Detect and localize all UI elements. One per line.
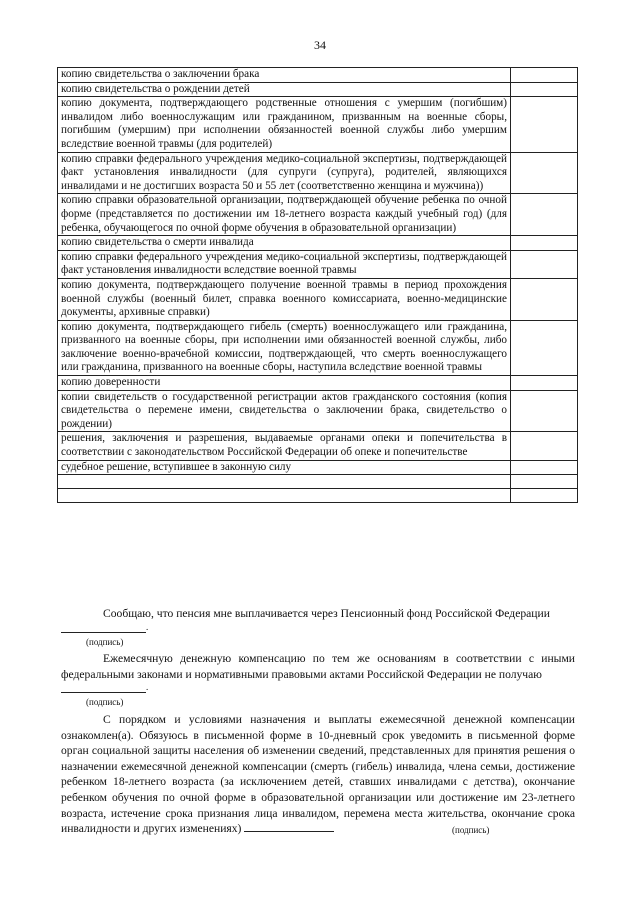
document-cell[interactable] xyxy=(58,489,511,503)
document-cell: копию документа, подтверждающего получение военной травмы в период прохождения военной службы (военный билет, справка военного комиссариата, военно-медицинские документы, архивные справки) xyxy=(58,278,511,320)
mark-cell[interactable] xyxy=(511,152,578,194)
conditions-statement xyxy=(61,712,575,837)
signature-label: (подпись) xyxy=(86,637,124,647)
pension-statement: Сообщаю, что пенсия мне выплачивается через Пенсионный фонд Российской Федерации xyxy=(103,607,550,620)
conditions-text: С порядком и условиями назначения и выплаты ежемесячной денежной компенсации ознакомлен(а). Обязуюсь в письменной форме в 10-дневный срок уведомить в письменной форме орган социальной защиты населения об изменении сведений, представленных для принятия решения о назначении ежемесячной денежной компенсации (смерть (гибель) инвалида, члена семьи, достижение ребенком 18-летнего возраста (за исключением детей, ставших инвалидами с детства), окончание ребенком обучения по очной форме в образовательной организации или достижение им 23-летнего возраста, истечение срока признания лица инвалидом, перемена места жительства, окончание срока инвалидности и других изменениях) xyxy=(61,713,575,836)
table-row xyxy=(58,475,578,489)
document-cell: копию документа, подтверждающего родственные отношения с умершим (погибшим) инвалидом либо военнослужащим или гражданином, призванным на военные сборы, погибшим (умершим) при исполнении обязанностей военной службы либо умершим вследствие военной травмы (для родителей) xyxy=(58,97,511,152)
mark-cell[interactable] xyxy=(511,278,578,320)
signature-dot: . xyxy=(146,622,149,632)
document-cell: копию доверенности xyxy=(58,376,511,391)
document-cell: копии свидетельств о государственной регистрации актов гражданского состояния (копия свидетельства о перемене имени, свидетельства о заключении брака, свидетельство о рождении) xyxy=(58,390,511,432)
mark-cell[interactable] xyxy=(511,194,578,236)
signature-label: (подпись) xyxy=(86,697,124,707)
signature-line-2[interactable] xyxy=(61,692,146,693)
mark-cell[interactable] xyxy=(511,97,578,152)
document-cell: копию свидетельства о рождении детей xyxy=(58,82,511,97)
signature-line-1[interactable] xyxy=(61,632,146,633)
signature-dot: . xyxy=(146,682,149,692)
table-row xyxy=(58,194,578,236)
table-row xyxy=(58,376,578,391)
document-cell: решения, заключения и разрешения, выдаваемые органами опеки и попечительства в соответствии с законодательством Российской Федерации об опеке и попечительстве xyxy=(58,432,511,460)
compensation-statement: Ежемесячную денежную компенсацию по тем же основаниям в соответствии с иными федеральными законами и нормативными правовыми актами Российской Федерации не получаю xyxy=(61,652,575,681)
document-cell: копию свидетельства о смерти инвалида xyxy=(58,236,511,251)
mark-cell[interactable] xyxy=(511,376,578,391)
table-row xyxy=(58,320,578,375)
signature-label: (подпись) xyxy=(452,825,490,835)
table-row xyxy=(58,460,578,475)
mark-cell[interactable] xyxy=(511,460,578,475)
document-cell: копию справки федерального учреждения медико-социальной экспертизы, подтверждающей факт установления инвалидности вследствие военной травмы xyxy=(58,250,511,278)
mark-cell[interactable] xyxy=(511,82,578,97)
signature-line-3[interactable] xyxy=(244,821,334,832)
table-row xyxy=(58,97,578,152)
document-cell: судебное решение, вступившее в законную силу xyxy=(58,460,511,475)
document-cell[interactable] xyxy=(58,475,511,489)
mark-cell[interactable] xyxy=(511,236,578,251)
table-row xyxy=(58,68,578,83)
document-cell: копию справки федерального учреждения медико-социальной экспертизы, подтверждающей факт установления инвалидности (для супруги (супруга), родителей, являющихся инвалидами и не достигших возраста 50 и 55 лет (соответственно женщина и мужчина)) xyxy=(58,152,511,194)
documents-table xyxy=(57,67,578,503)
table-row xyxy=(58,250,578,278)
table-row xyxy=(58,152,578,194)
table-row xyxy=(58,489,578,503)
mark-cell[interactable] xyxy=(511,68,578,83)
table-row xyxy=(58,236,578,251)
mark-cell[interactable] xyxy=(511,475,578,489)
mark-cell[interactable] xyxy=(511,432,578,460)
mark-cell[interactable] xyxy=(511,320,578,375)
document-cell: копию документа, подтверждающего гибель (смерть) военнослужащего или гражданина, призванного на военные сборы, при исполнении ими обязанностей военной службы, либо заключение военно-врачебной комиссии, подтверждающей, что смерть военнослужащего или гражданина, призванного на военные сборы, наступила вследствие военной травмы xyxy=(58,320,511,375)
page-number: 34 xyxy=(314,38,326,52)
document-cell: копию справки образовательной организации, подтверждающей обучение ребенка по очной форме (представляется по достижении им 18-летнего возраста каждый учебный год) (для ребенка, обучающегося по очной форме обучения в образовательной организации) xyxy=(58,194,511,236)
table-row xyxy=(58,390,578,432)
mark-cell[interactable] xyxy=(511,390,578,432)
mark-cell[interactable] xyxy=(511,489,578,503)
table-row xyxy=(58,432,578,460)
table-row xyxy=(58,82,578,97)
table-row xyxy=(58,278,578,320)
mark-cell[interactable] xyxy=(511,250,578,278)
document-cell: копию свидетельства о заключении брака xyxy=(58,68,511,83)
